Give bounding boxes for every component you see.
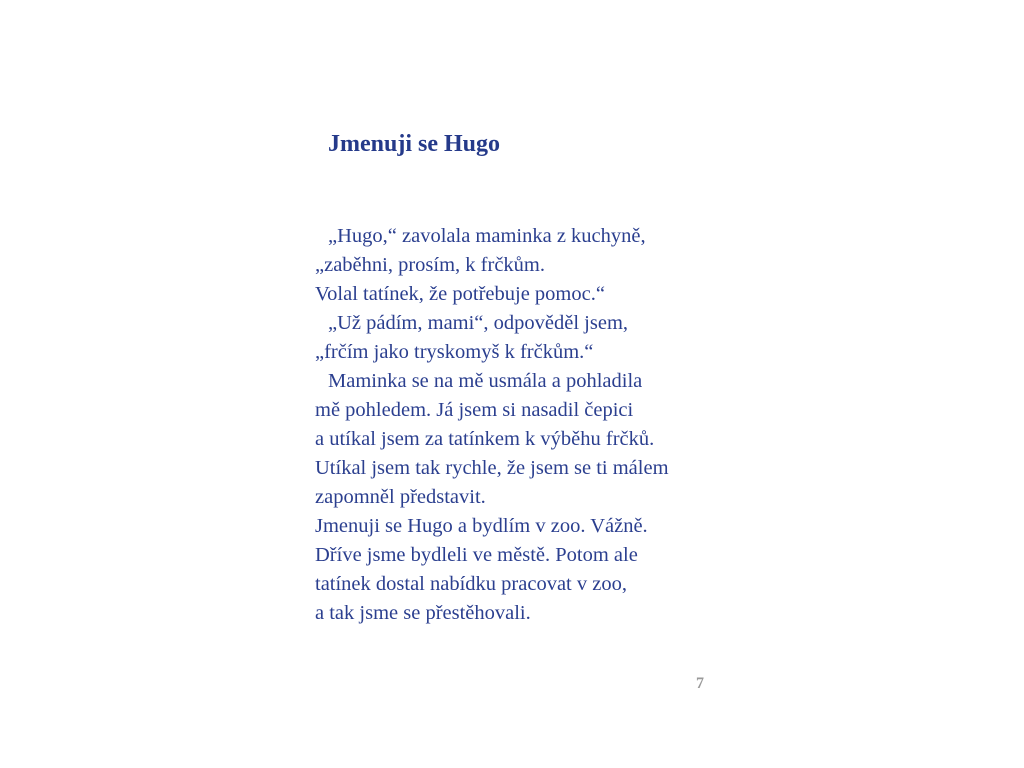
text-line: Volal tatínek, že potřebuje pomoc.“ [315,283,605,305]
text-line: tatínek dostal nabídku pracovat v zoo, [315,573,627,595]
chapter-title: Jmenuji se Hugo [328,131,501,157]
text-line: „frčím jako tryskomyš k frčkům.“ [315,341,594,363]
text-line: Utíkal jsem tak rychle, že jsem se ti málem [315,457,669,479]
page-number: 7 [696,675,704,692]
text-line: „zaběhni, prosím, k frčkům. [315,254,545,276]
text-line: a utíkal jsem za tatínkem k výběhu frčků. [315,428,655,450]
text-line: mě pohledem. Já jsem si nasadil čepici [315,399,634,421]
text-line: „Hugo,“ zavolala maminka z kuchyně, [328,225,646,247]
text-line: Dříve jsme bydleli ve městě. Potom ale [315,544,638,566]
text-line: „Už pádím, mami“, odpověděl jsem, [328,312,629,334]
story-text [315,222,735,628]
text-line: Maminka se na mě usmála a pohladila [328,370,643,392]
text-line: zapomněl představit. [315,486,486,508]
text-line: a tak jsme se přestěhovali. [315,602,531,624]
text-line: Jmenuji se Hugo a bydlím v zoo. Vážně. [315,515,648,537]
